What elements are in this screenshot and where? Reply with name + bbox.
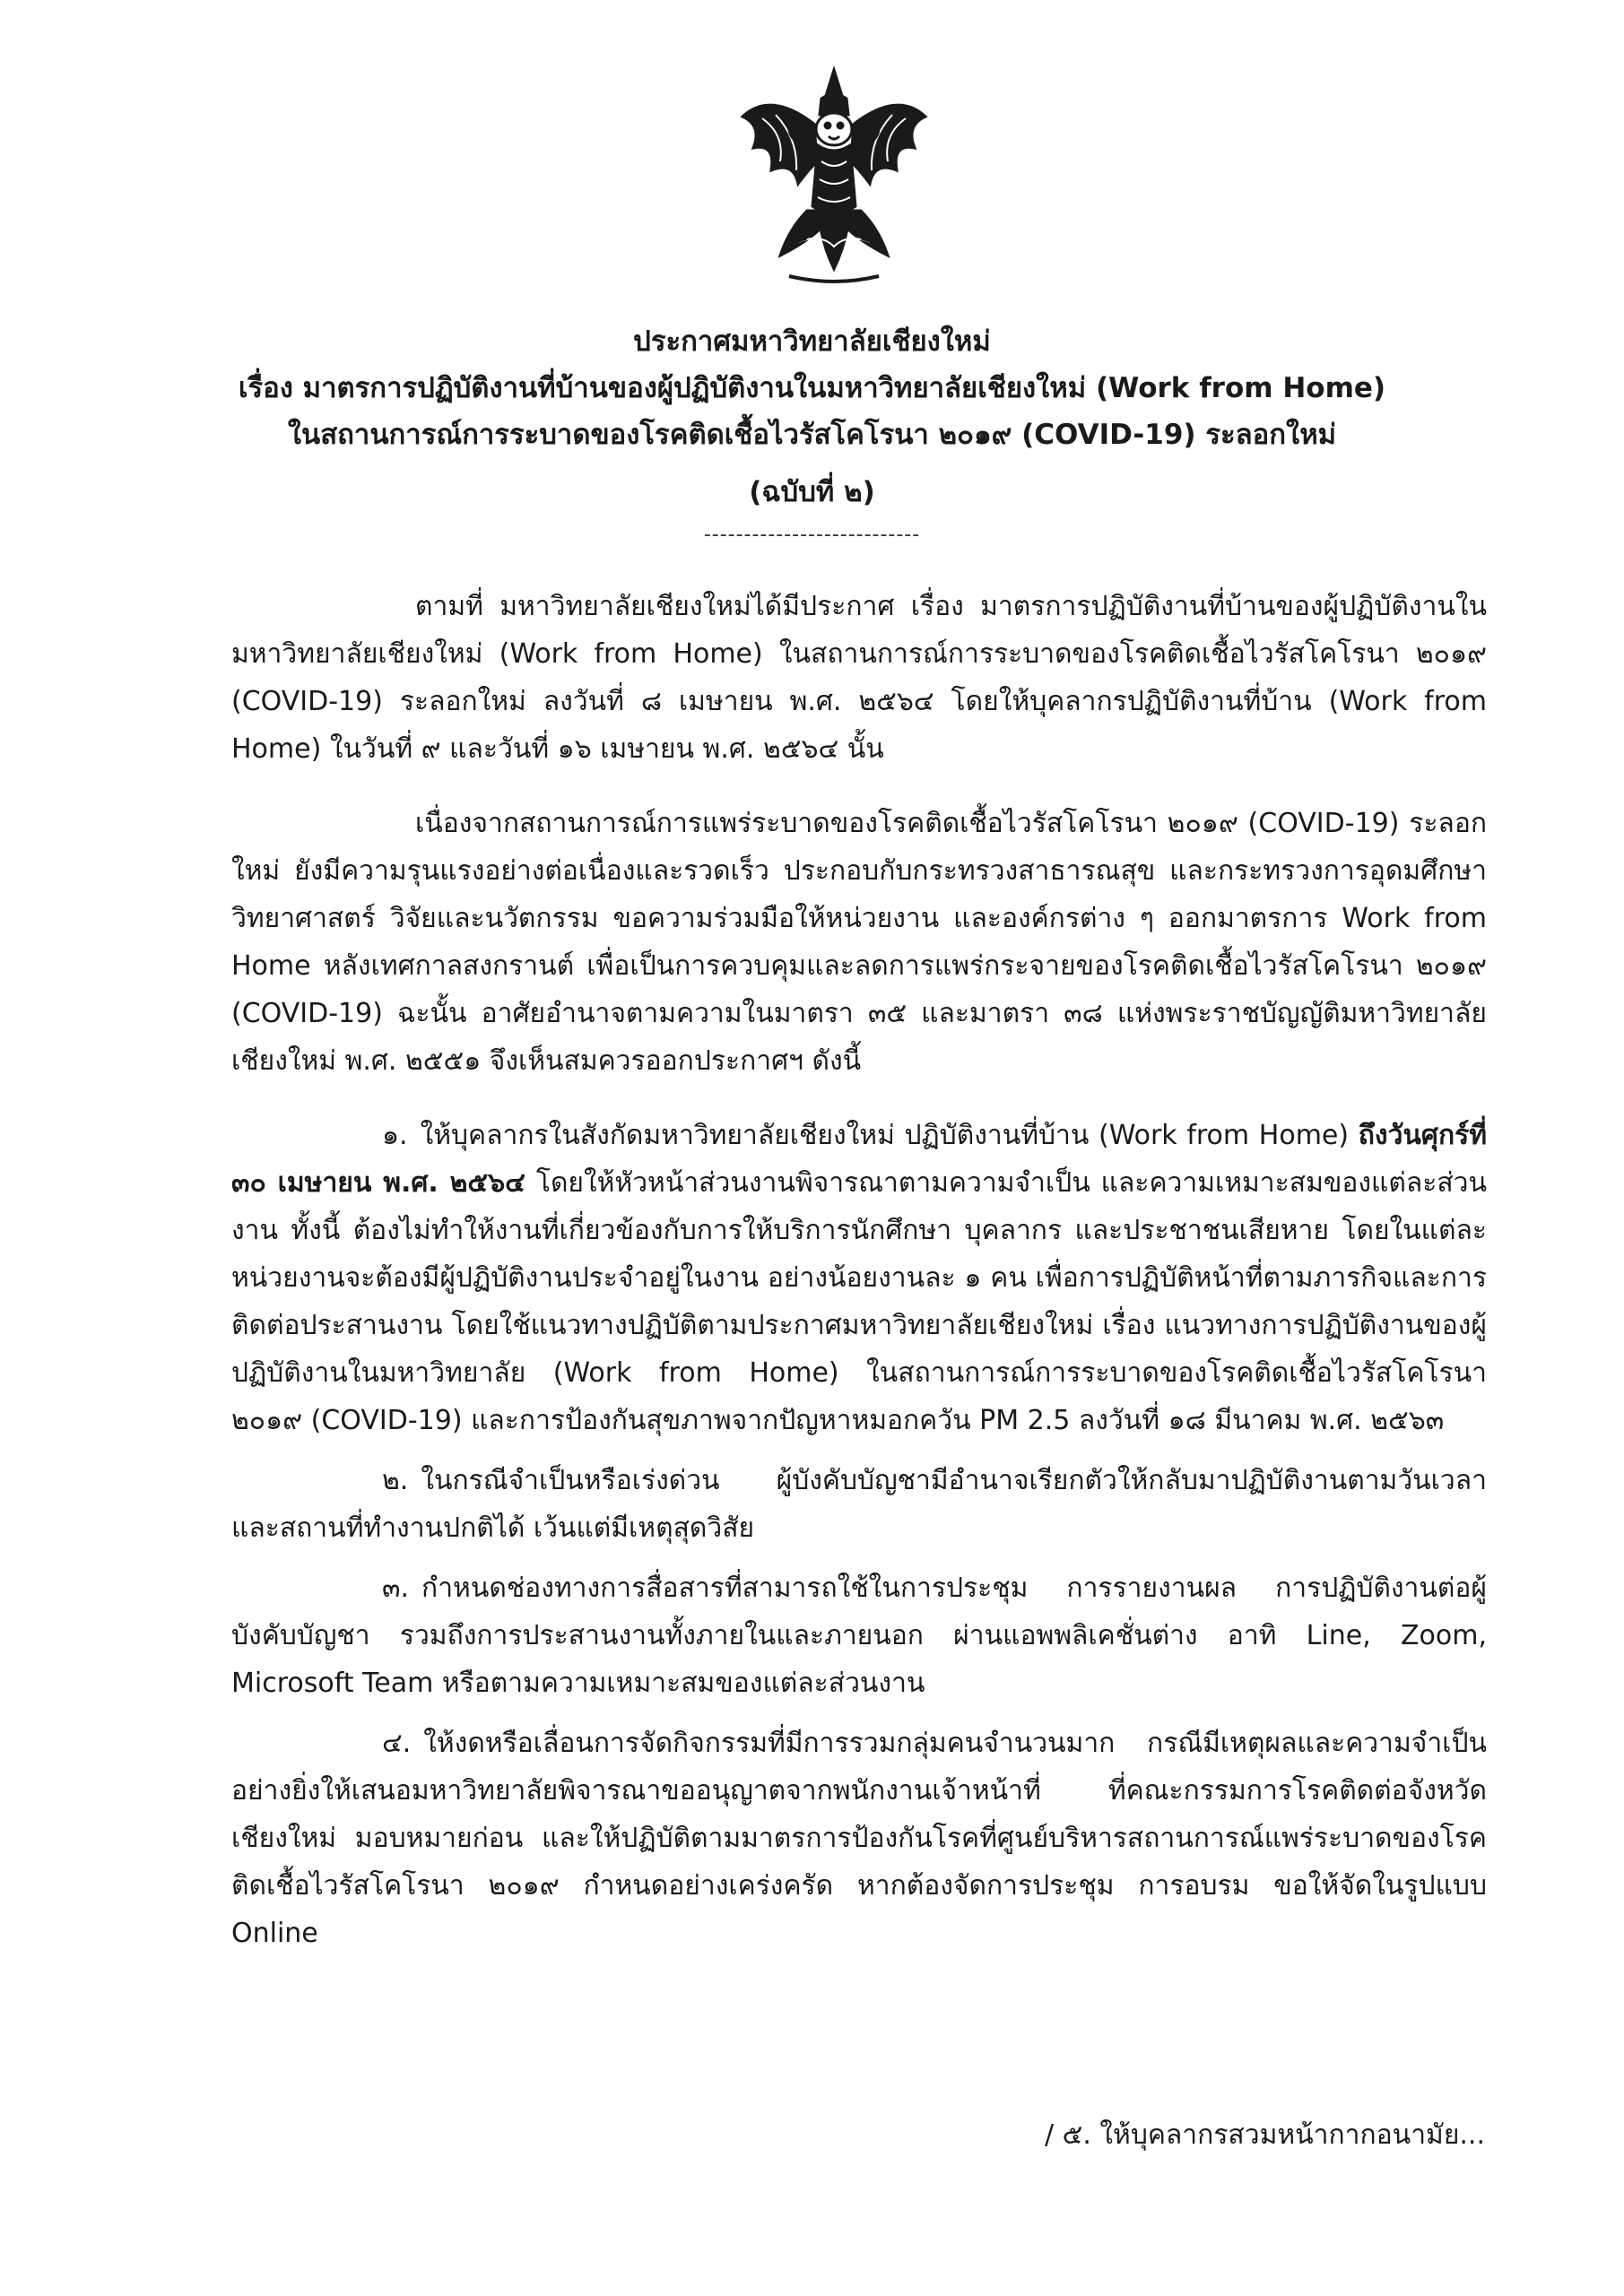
measure-item-1 <box>231 1112 1487 1444</box>
item-1-lead: ให้บุคลากรในสังกัดมหาวิทยาลัยเชียงใหม่ ปฏิบัติงานที่บ้าน (Work from Home) <box>420 1120 1350 1151</box>
measure-item-4 <box>231 1720 1487 1957</box>
item-number: ๔. <box>382 1728 412 1759</box>
item-number: ๑. <box>382 1120 408 1151</box>
document-subject-line-2: ในสถานการณ์การระบาดของโรคติดเชื้อไวรัสโคโรนา ๒๐๑๙ (COVID-19) ระลอกใหม่ <box>287 419 1337 451</box>
measure-item-2 <box>231 1457 1487 1552</box>
item-1-deadline: ถึงวันศุกร์ที่ ๓๐ เมษายน พ.ศ. ๒๕๖๔ <box>231 1120 1488 1199</box>
issue-number: (ฉบับที่ ๒) <box>749 476 875 508</box>
item-1-text: โดยให้หัวหน้าส่วนงานพิจารณาตามความจำเป็น และความเหมาะสมของแต่ละส่วนงาน ทั้งนี้ ต้องไม่ทำให้งานที่เกี่ยวข้องกับการให้บริการนักศึกษา บุคลากร และประชาชนเสียหาย โดยในแต่ละหน่วยงานจะต้องมีผู้ปฏิบัติงานประจำอยู่ในงาน อย่างน้อยงานละ ๑ คน เพื่อการปฏิบัติหน้าที่ตามภารกิจและการติดต่อประสานงาน โดยใช้แนวทางปฏิบัติตามประกาศมหาวิทยาลัยเชียงใหม่ เรื่อง แนวทางการปฏิบัติงานของผู้ปฏิบัติงานในมหาวิทยาลัย (Work from Home) ในสถานการณ์การระบาดของโรคติดเชื้อไวรัสโคโรนา ๒๐๑๙ (COVID-19) และการป้องกันสุขภาพจากปัญหาหมอกควัน PM 2.5 ลงวันที่ ๑๘ มีนาคม พ.ศ. ๒๕๖๓ <box>231 1167 1487 1436</box>
separator-rule: --------------------------- <box>703 524 921 546</box>
garuda-emblem <box>735 63 933 296</box>
item-2-text: ในกรณีจำเป็นหรือเร่งด่วน ผู้บังคับบัญชามีอำนาจเรียกตัวให้กลับมาปฏิบัติงานตามวันเวลา และสถานที่ทำงานปกติได้ เว้นแต่มีเหตุสุดวิสัย <box>231 1465 1487 1544</box>
continuation-note: / ๕. ให้บุคลากรสวมหน้ากากอนามัย... <box>1044 2119 1485 2151</box>
document-subject-line-1: เรื่อง มาตรการปฏิบัติงานที่บ้านของผู้ปฏิบัติงานในมหาวิทยาลัยเชียงใหม่ (Work from Home) <box>238 372 1386 404</box>
paragraph-rationale: เนื่องจากสถานการณ์การแพร่ระบาดของโรคติดเชื้อไวรัสโคโรนา ๒๐๑๙ (COVID-19) ระลอกใหม่ ยังมีความรุนแรงอย่างต่อเนื่องและรวดเร็ว ประกอบกับกระทรวงสาธารณสุข และกระทรวงการอุดมศึกษา วิทยาศาสตร์ วิจัยและนวัตกรรม ขอความร่วมมือให้หน่วยงาน และองค์กรต่าง ๆ ออกมาตรการ Work from Home หลังเทศกาลสงกรานต์ เพื่อเป็นการควบคุมและลดการแพร่กระจายของโรคติดเชื้อไวรัสโคโรนา ๒๐๑๙ (COVID-19) ฉะนั้น อาศัยอำนาจตามความในมาตรา ๓๕ และมาตรา ๓๘ แห่งพระราชบัญญัติมหาวิทยาลัยเชียงใหม่ พ.ศ. ๒๕๕๑ จึงเห็นสมควรออกประกาศฯ ดังนี้ <box>231 808 1487 1077</box>
document-title: ประกาศมหาวิทยาลัยเชียงใหม่ <box>633 325 991 358</box>
item-3-text: กำหนดช่องทางการสื่อสารที่สามารถใช้ในการประชุม การรายงานผล การปฏิบัติงานต่อผู้บังคับบัญชา รวมถึงการประสานงานทั้งภายในและภายนอก ผ่านแอพพลิเคชั่นต่าง อาทิ Line, Zoom, Microsoft Team หรือตามความเหมาะสมของแต่ละส่วนงาน <box>231 1573 1487 1699</box>
paragraph-reference: ตามที่ มหาวิทยาลัยเชียงใหม่ได้มีประกาศ เรื่อง มาตรการปฏิบัติงานที่บ้านของผู้ปฏิบัติงานในมหาวิทยาลัยเชียงใหม่ (Work from Home) ในสถานการณ์การระบาดของโรคติดเชื้อไวรัสโคโรนา ๒๐๑๙ (COVID-19) ระลอกใหม่ ลงวันที่ ๘ เมษายน พ.ศ. ๒๕๖๔ โดยให้บุคลากรปฏิบัติงานที่บ้าน (Work from Home) ในวันที่ ๙ และวันที่ ๑๖ เมษายน พ.ศ. ๒๕๖๔ นั้น <box>231 591 1487 765</box>
document-body <box>231 583 1487 1970</box>
item-4-text: ให้งดหรือเลื่อนการจัดกิจกรรมที่มีการรวมกลุ่มคนจำนวนมาก กรณีมีเหตุผลและความจำเป็นอย่างยิ่งให้เสนอมหาวิทยาลัยพิจารณาขออนุญาตจากพนักงานเจ้าหน้าที่ ที่คณะกรรมการโรคติดต่อจังหวัดเชียงใหม่ มอบหมายก่อน และให้ปฏิบัติตามมาตรการป้องกันโรคที่ศูนย์บริหารสถานการณ์แพร่ระบาดของโรคติดเชื้อไวรัสโคโรนา ๒๐๑๙ กำหนดอย่างเคร่งครัด หากต้องจัดการประชุม การอบรม ขอให้จัดในรูปแบบ Online <box>231 1728 1487 1949</box>
announcement-header <box>0 318 1624 551</box>
item-number: ๒. <box>382 1465 409 1496</box>
measure-item-3 <box>231 1564 1487 1707</box>
item-number: ๓. <box>382 1573 410 1604</box>
